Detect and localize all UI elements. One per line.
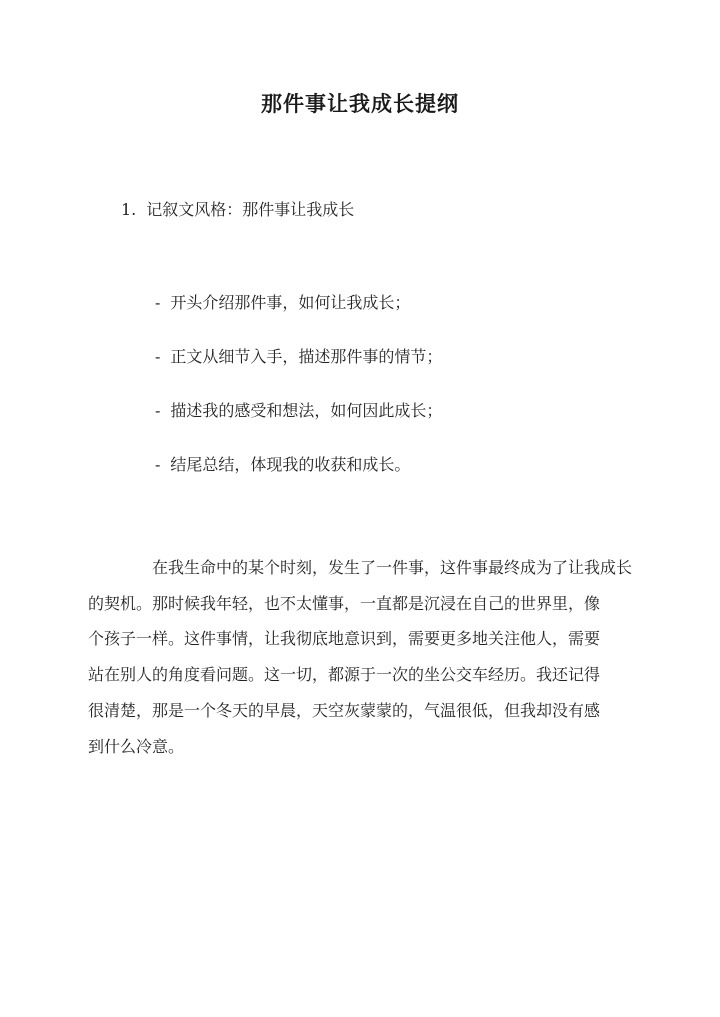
body-line: 到什么冷意。 [88,736,185,756]
body-line: 很清楚，那是一个冬天的早晨，天空灰蒙蒙的，气温很低，但我却没有感 [88,700,601,720]
outline-number: 1. [121,200,137,219]
outline-heading-text: 记叙文风格：那件事让我成长 [146,200,355,219]
document-title: 那件事让我成长提纲 [261,91,459,116]
list-item [155,344,442,398]
bullet-dash: - [155,347,161,366]
list-item [155,398,442,452]
list-item [155,452,442,506]
outline-list [155,290,442,506]
body-line: 的契机。那时候我年轻，也不太懂事，一直都是沉浸在自己的世界里，像 [88,593,601,613]
list-item-text: 正文从细节入手，描述那件事的情节； [170,347,443,366]
body-line: 个孩子一样。这件事情，让我彻底地意识到，需要更多地关注他人，需要 [88,629,601,649]
outline-heading [121,197,354,220]
list-item-text: 描述我的感受和想法，如何因此成长； [170,401,443,420]
list-item-text: 开头介绍那件事，如何让我成长； [170,293,411,312]
bullet-dash: - [155,401,161,420]
body-paragraph [88,550,634,764]
body-line: 在我生命中的某个时刻，发生了一件事，这件事最终成为了让我成长 [152,558,633,577]
list-item [155,290,442,344]
body-line: 站在别人的角度看问题。这一切，都源于一次的坐公交车经历。我还记得 [88,665,601,685]
bullet-dash: - [155,455,161,474]
bullet-dash: - [155,293,161,312]
list-item-text: 结尾总结，体现我的收获和成长。 [170,455,411,474]
